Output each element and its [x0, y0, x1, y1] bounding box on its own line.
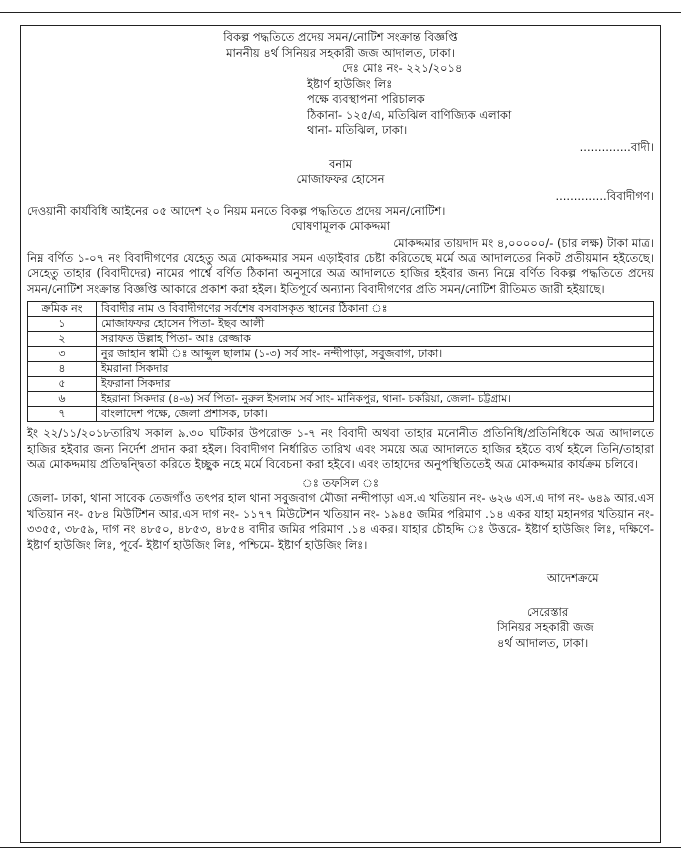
by-order: আদেশক্রমে — [547, 571, 599, 585]
schedule-title: ঃ তফসিল ঃ — [301, 475, 380, 490]
table-row — [28, 407, 654, 422]
court-name: মাননীয় ৪র্থ সিনিয়র সহকারী জজ আদালত, ঢাকা। — [226, 45, 455, 60]
hearing-paragraph: ইং ২২/১১/২০১৮তারিখ সকাল ৯.৩০ ঘটিকার উপরোক্ত ১-৭ নং বিবাদী অথবা তাহার মনোনীত প্রতিনিধি/প্রতিনিধিকে অত্র আদালতে হাজির হইবার জন্য নির্দেশ প্রদান করা হইল। বিবাদীগণ নির্ধারিত তারিখ এবং সময়ে অত্র আদালতে হাজির হইতে ব্যর্থ হইলে তিনি/তাহারা অত্র মোকদ্দমায় প্রতিদ্বন্দ্বিতা করিতে ইচ্ছুক নহে মর্মে বিবেচনা করা হইবে। এবং তাহাদের অনুপস্থিতিতেই অত্র মোকদ্দমার কার্যক্রম চলিবে। — [27, 426, 654, 471]
intro-line: দেওয়ানী কার্যবিধি আইনের ০৫ আদেশ ২০ নিয়ম মনতে বিকল্প পদ্ধতিতে প্রদেয় সমন/নোটিশ। — [27, 203, 446, 218]
notice-title: বিকল্প পদ্ধতিতে প্রদেয় সমন/নোটিশ সংক্রান্ত বিজ্ঞপ্তি — [223, 30, 458, 44]
row-serial: ৬ — [28, 392, 97, 407]
table-row — [28, 392, 654, 407]
row-serial: ১ — [28, 317, 97, 332]
header-name: বিবাদীর নাম ও বিবাদীগণের সর্বশেষ বসবাসকৃত স্থানের ঠিকানা ঃ — [97, 302, 654, 317]
table-row — [28, 317, 654, 332]
signatory-title: সেরেস্তার — [527, 604, 569, 619]
bottom-rule — [0, 847, 681, 864]
table-row — [28, 377, 654, 392]
header-serial: ক্রমিক নং — [28, 302, 97, 317]
table-header — [28, 302, 654, 317]
plaintiff-name: ইষ্টার্ণ হাউজিং লিঃ — [307, 76, 393, 91]
table-row — [28, 362, 654, 377]
row-serial: ২ — [28, 332, 97, 347]
table-row — [28, 347, 654, 362]
row-serial: ৫ — [28, 377, 97, 392]
signatory-designation: সিনিয়র সহকারী জজ — [497, 620, 594, 634]
row-serial: ৪ — [28, 362, 97, 377]
row-text: বাংলাদেশ পক্ষে, জেলা প্রশাসক, ঢাকা। — [97, 407, 654, 422]
plaintiff-role: ..............বাদী। — [579, 139, 654, 154]
defendant-role: ..............বিবাদীগণ। — [555, 188, 654, 203]
plaintiff-address: ঠিকানা- ১২৫/এ, মতিঝিল বাণিজ্যিক এলাকা — [307, 107, 512, 122]
notice-frame — [20, 25, 661, 843]
table-row — [28, 332, 654, 347]
schedule-paragraph: জেলা- ঢাকা, থানা সাবেক তেজগাঁও তৎপর হাল থানা সবুজবাগ মৌজা নন্দীপাড়া এস.এ খতিয়ান নং- ৬২৬ এস.এ দাগ নং- ৬৪৯ আর.এস খতিয়ান নং- ৫৮৪ মিউটিশন আর.এস দাগ নং- ১১৭৭ মিউটেশন খতিয়ান নং- ১৯৪৫ জমির পরিমাণ .১৪ একর যাহা মহানগর খতিয়ান নং- ৩৩৫৫, ৩৮৫৯, দাগ নং ৪৮৫০, ৪৮৫৩, ৪৮৫৪ বাদীর জমির পরিমাণ .১৪ একর। যাহার চৌহদ্দি ঃ উত্তরে- ইষ্টার্ণ হাউজিং লিঃ, দক্ষিণে- ইষ্টার্ণ হাউজিং লিঃ, পূর্বে- ইষ্টার্ণ হাউজিং লিঃ, পশ্চিমে- ইষ্টার্ণ হাউজিং লিঃ। — [27, 491, 654, 552]
row-serial: ৭ — [28, 407, 97, 422]
row-text: ইমরানা সিকদার — [97, 362, 654, 377]
plaintiff-thana: থানা- মতিঝিল, ঢাকা। — [307, 123, 408, 137]
suit-type: ঘোষণামূলক মোকদ্দমা — [290, 219, 391, 233]
versus: বনাম — [329, 156, 352, 171]
row-serial: ৩ — [28, 347, 97, 362]
signatory-court: ৪র্থ আদালত, ঢাকা। — [497, 635, 589, 650]
row-text: ইফরানা সিকদার — [97, 377, 654, 392]
row-text: ইহরানা সিকদার (৪-৬) সর্ব পিতা- নুরুল ইসলাম সর্ব সাং- মানিকপুর, থানা- চকরিয়া, জেলা- চট্টগ্রাম। — [97, 392, 654, 407]
row-text: নুর জাহান স্বামী ঃ আব্দুল ছালাম (১-৩) সর্ব সাং- নন্দীপাড়া, সবুজবাগ, ঢাকা। — [97, 347, 654, 362]
row-text: সরাফত উল্লাহ পিতা- আঃ রেজ্জাক — [97, 332, 654, 347]
body-paragraph: নিম্ন বর্ণিত ১-০৭ নং বিবাদীগণের যেহেতু অত্র মোকদ্দমার সমন এড়াইবার চেষ্টা করিতেছে মর্মে অত্র আদালতের নিকট প্রতীয়মান হইতেছে। সেহেতু তাহার (বিবাদীদের) নামের পার্শ্বে বর্ণিত ঠিকানা অনুসারে অত্র আদালতে হাজির হইবার জন্য নিম্নে বর্ণিত বিকল্প পদ্ধতিতে প্রদেয় সমন/নোটিশ সংক্রান্ত বিজ্ঞপ্তি আকারে প্রকাশ করা হইল। ইতিপূর্বে অন্যান্য বিবাদীগণের প্রতি সমন/নোটিশ রীতিমত জারী হইয়াছে। — [27, 250, 654, 296]
defendant-table — [27, 301, 654, 422]
defendant-name: মোজাফফর হোসেন — [296, 172, 385, 186]
suit-value: মোকদ্দমার তায়দাদ মং ৪,০০০০০/- (চার লক্ষ) টাকা মাত্র। — [393, 235, 654, 250]
plaintiff-rep: পক্ষে ব্যবস্থাপনা পরিচালক — [307, 92, 425, 106]
top-rule — [0, 0, 681, 13]
case-number: দেঃ মোঃ নং- ২২১/২০১৪ — [342, 61, 463, 75]
row-text: মোজাফফর হোসেন পিতা- ইছব আলী — [97, 317, 654, 332]
